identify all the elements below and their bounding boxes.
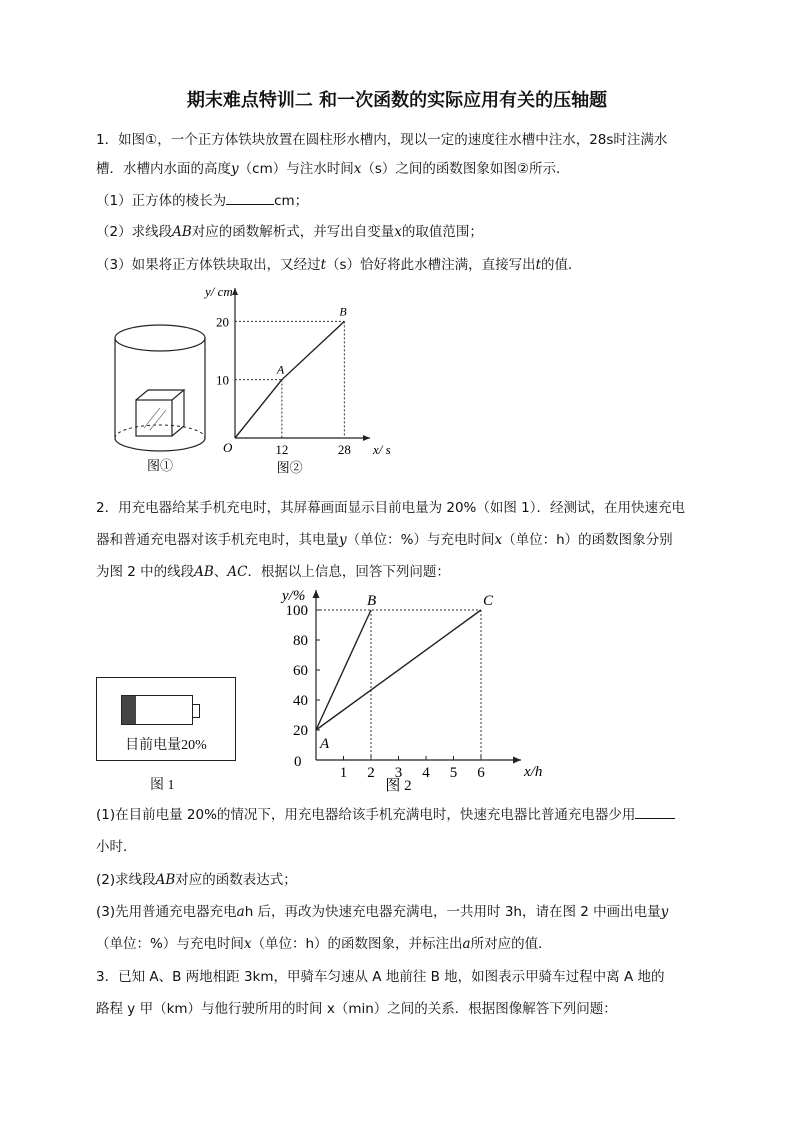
q1-part-1: （1）正方体的棱长为 cm； (96, 193, 309, 209)
fig2-caption: 图② (276, 460, 303, 475)
origin-label: O (223, 440, 233, 455)
x-tick-label: 3 (394, 765, 403, 781)
q1-line-1: 1．如图①，一个正方体铁块放置在圆柱形水槽内，现以一定的速度往水槽中注水，28s时注满水 (96, 132, 668, 148)
q3-line-1: 3．已知 A、B 两地相距 3km，甲骑车匀速从 A 地前往 B 地，如图表示甲骑车过程中离 A 地的 (96, 969, 665, 985)
fig1-caption: 图① (146, 458, 174, 473)
battery-terminal (193, 704, 200, 718)
point-label-A: A (320, 736, 330, 752)
y-axis-label: y/ cm (205, 284, 233, 299)
q1-part-3: （3）如果将正方体铁块取出，又经过t（s）恰好将此水槽注满，直接写出t的值． (96, 257, 582, 273)
point-label-B: B (367, 593, 377, 609)
fig2-caption: 图 2 (385, 778, 412, 794)
x-tick-label: 5 (449, 765, 458, 781)
x-axis-label: x/ s (373, 442, 391, 457)
x-axis-arrow-icon (363, 435, 370, 441)
q2-part-1-cont: 小时． (96, 839, 137, 855)
q2-line-1: 2．用充电器给某手机充电时，其屏幕画面显示目前电量为 20%（如图 1）．经测试，在用快速充电 (96, 500, 686, 516)
y-tick-label: 100 (285, 603, 308, 619)
y-tick-label: 20 (293, 723, 308, 739)
q2-line-2: 器和普通充电器对该手机充电时，其电量y（单位：%）与充电时间x（单位：h）的函数图象分别 (96, 532, 673, 548)
x-tick-label: 6 (477, 765, 485, 781)
y-axis-arrow-icon (313, 590, 320, 598)
point-label-C: C (483, 593, 494, 609)
q3-line-2: 路程 y 甲（km）与他行驶所用的时间 x（min）之间的关系．根据图像解答下列问题： (96, 1001, 617, 1017)
x-tick-label: 12 (275, 442, 289, 457)
x-tick-label: 4 (422, 765, 430, 781)
x-tick-label: 2 (367, 765, 375, 781)
chart-fig2 (205, 284, 391, 480)
y-tick-label: 40 (293, 693, 308, 709)
y-tick-label: 80 (293, 633, 308, 649)
x-tick-label: 1 (339, 765, 348, 781)
answer-blank[interactable] (635, 806, 675, 819)
q2-part-2: (2)求线段AB对应的函数表达式； (96, 872, 297, 888)
q1-part-2: （2）求线段AB对应的函数解析式，并写出自变量x的取值范围； (96, 224, 483, 240)
series-line-AC (316, 610, 481, 730)
series-line-AB (316, 610, 371, 730)
origin-label: 0 (294, 754, 302, 770)
q1-line-2: 槽．水槽内水面的高度y（cm）与注水时间x（s）之间的函数图象如图②所示． (96, 161, 570, 177)
x-axis-arrow-icon (513, 757, 521, 764)
q2-part-3-cont: （单位：%）与充电时间x（单位：h）的函数图象，并标注出a所对应的值． (96, 936, 552, 952)
x-axis-label: x/h (524, 764, 543, 780)
page-title: 期末难点特训二 和一次函数的实际应用有关的压轴题 (186, 90, 608, 111)
battery-level-fill (122, 696, 136, 724)
battery-icon (121, 695, 193, 725)
battery-screen (96, 677, 236, 761)
point-label-B: B (339, 304, 347, 319)
y-axis-arrow-icon (232, 288, 238, 295)
x-tick-label: 28 (337, 442, 351, 457)
q2-part-3: (3)先用普通充电器充电ah 后，再改为快速充电器充满电，一共用时 3h，请在图 2 中画出电量y (96, 904, 669, 920)
q2-line-3: 为图 2 中的线段AB、AC．根据以上信息，回答下列问题： (96, 564, 450, 580)
y-tick-label: 20 (216, 314, 229, 330)
y-axis-label: y/% (282, 588, 306, 604)
battery-text: 目前电量20% (125, 738, 207, 753)
q2-fig1-caption: 图 1 (150, 778, 175, 793)
y-tick-label: 60 (293, 663, 308, 679)
chart-fig2-battery (270, 586, 543, 796)
figure-1-cylinder (100, 310, 220, 480)
y-tick-label: 10 (216, 372, 229, 388)
point-label-A: A (276, 362, 285, 377)
cube-icon (136, 390, 184, 436)
answer-blank[interactable] (226, 192, 274, 205)
q2-part-1: (1)在目前电量 20%的情况下，用充电器给该手机充满电时，快速充电器比普通充电器少用 (96, 803, 675, 823)
